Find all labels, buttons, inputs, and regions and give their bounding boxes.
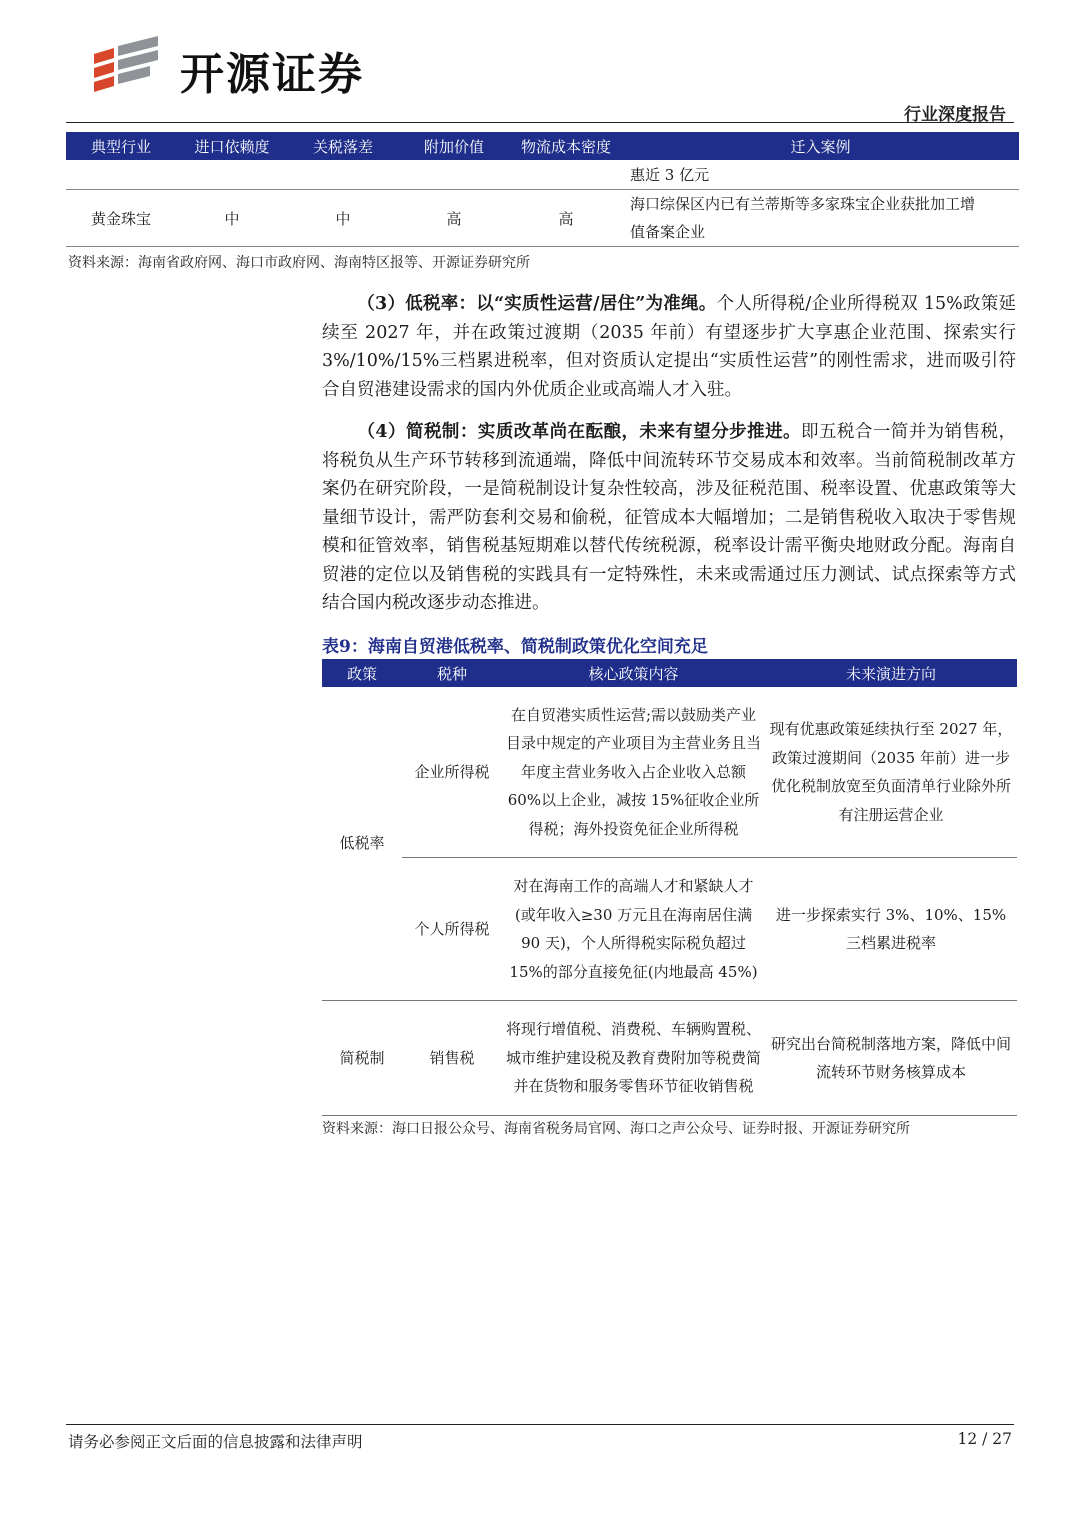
footer-divider <box>66 1424 1014 1425</box>
table-row <box>322 687 1017 858</box>
report-type: 行业深度报告 <box>904 105 1006 125</box>
table-source: 资料来源：海口日报公众号、海南省税务局官网、海口之声公众号、证券时报、开源证券研究所 <box>322 1121 910 1137</box>
table-row <box>66 190 1019 247</box>
header-divider <box>66 122 1014 123</box>
table-cell <box>622 190 1019 247</box>
table-cell: 中 <box>176 190 288 247</box>
case-line: 海口综保区内已有兰蒂斯等多家珠宝企业获批加工增 <box>630 195 976 213</box>
body-paragraph <box>322 290 1016 404</box>
page-number: 12 / 27 <box>957 1430 1012 1448</box>
body-paragraph <box>322 418 1016 618</box>
paragraph-heading: （3）低税率：以“实质性运营/居住”为准绳。 <box>357 294 717 314</box>
table-row <box>66 160 1019 190</box>
policy-table <box>322 659 1017 1116</box>
table-header-cell: 关税落差 <box>288 132 398 160</box>
table-header-cell: 典型行业 <box>66 132 176 160</box>
table-title: 表9：海南自贸港低税率、简税制政策优化空间充足 <box>322 637 708 657</box>
company-logo-mark <box>88 32 168 98</box>
company-name: 开源证券 <box>180 49 364 100</box>
tax-cell: 销售税 <box>402 1001 502 1116</box>
table-header-cell: 附加价值 <box>398 132 510 160</box>
content-cell: 对在海南工作的高端人才和紧缺人才(或年收入≥30 万元且在海南居住满 90 天)，个人所得税实际税负超过 15%的部分直接免征(内地最高 45%) <box>502 858 765 1001</box>
policy-cell: 低税率 <box>322 687 402 1001</box>
table-header-row <box>66 132 1019 160</box>
paragraph-text: 个人所得税/企业所得税双 15%政策延续至 2027 年，并在政策过渡期（2035 年前）有望逐步扩大享惠企业范围、探索实行 3%/10%/15%三档累进税率，但对资质认定提出“实质性运营”的刚性需求，进而吸引符合自贸港建设需求的国内外优质企业或高端人才入驻。 <box>322 294 1016 400</box>
table-header-cell: 物流成本密度 <box>510 132 622 160</box>
future-cell: 现有优惠政策延续执行至 2027 年，政策过渡期间（2035 年前）进一步优化税制放宽至负面清单行业除外所有注册运营企业 <box>765 687 1017 858</box>
table-row <box>322 1001 1017 1116</box>
company-logo <box>88 32 418 98</box>
future-cell: 进一步探索实行 3%、10%、15%三档累进税率 <box>765 858 1017 1001</box>
paragraph-text: 即五税合一简并为销售税，将税负从生产环节转移到流通端，降低中间流转环节交易成本和效率。当前简税制改革方案仍在研究阶段，一是简税制设计复杂性较高，涉及征税范围、税率设置、优惠政策等大量细节设计，需严防套利交易和偷税，征管成本大幅增加；二是销售税收入取决于零售规模和征管效率，销售税基短期难以替代传统税源，税率设计需平衡央地财政分配。海南自贸港的定位以及销售税的实践具有一定特殊性，未来或需通过压力测试、试点探索等方式结合国内税改逐步动态推进。 <box>322 422 1016 613</box>
table-header-cell: 未来演进方向 <box>765 659 1017 687</box>
industry-table <box>66 132 1019 247</box>
policy-cell: 简税制 <box>322 1001 402 1116</box>
table-cell: 高 <box>510 190 622 247</box>
tax-cell: 个人所得税 <box>402 858 502 1001</box>
table-cell: 高 <box>398 190 510 247</box>
table-header-cell: 核心政策内容 <box>502 659 765 687</box>
footer-disclaimer: 请务必参阅正文后面的信息披露和法律声明 <box>68 1433 363 1451</box>
table-row <box>322 858 1017 1001</box>
table-source: 资料来源：海南省政府网、海口市政府网、海南特区报等、开源证券研究所 <box>68 255 530 271</box>
table-header-cell: 迁入案例 <box>622 132 1019 160</box>
content-cell: 将现行增值税、消费税、车辆购置税、城市维护建设税及教育费附加等税费简并在货物和服务零售环节征收销售税 <box>502 1001 765 1116</box>
future-cell: 研究出台简税制落地方案，降低中间流转环节财务核算成本 <box>765 1001 1017 1116</box>
table-cell: 黄金珠宝 <box>66 190 176 247</box>
table-header-row <box>322 659 1017 687</box>
table-cell: 惠近 3 亿元 <box>622 160 1019 190</box>
paragraph-heading: （4）简税制：实质改革尚在酝酿，未来有望分步推进。 <box>357 422 801 442</box>
table-header-cell: 政策 <box>322 659 402 687</box>
case-line: 值备案企业 <box>630 223 706 241</box>
content-cell: 在自贸港实质性运营;需以鼓励类产业目录中规定的产业项目为主营业务且当年度主营业务收入占企业收入总额 60%以上企业，减按 15%征收企业所得税；海外投资免征企业所得税 <box>502 687 765 858</box>
table-header-cell: 进口依赖度 <box>176 132 288 160</box>
tax-cell: 企业所得税 <box>402 687 502 858</box>
table-header-cell: 税种 <box>402 659 502 687</box>
table-cell: 中 <box>288 190 398 247</box>
